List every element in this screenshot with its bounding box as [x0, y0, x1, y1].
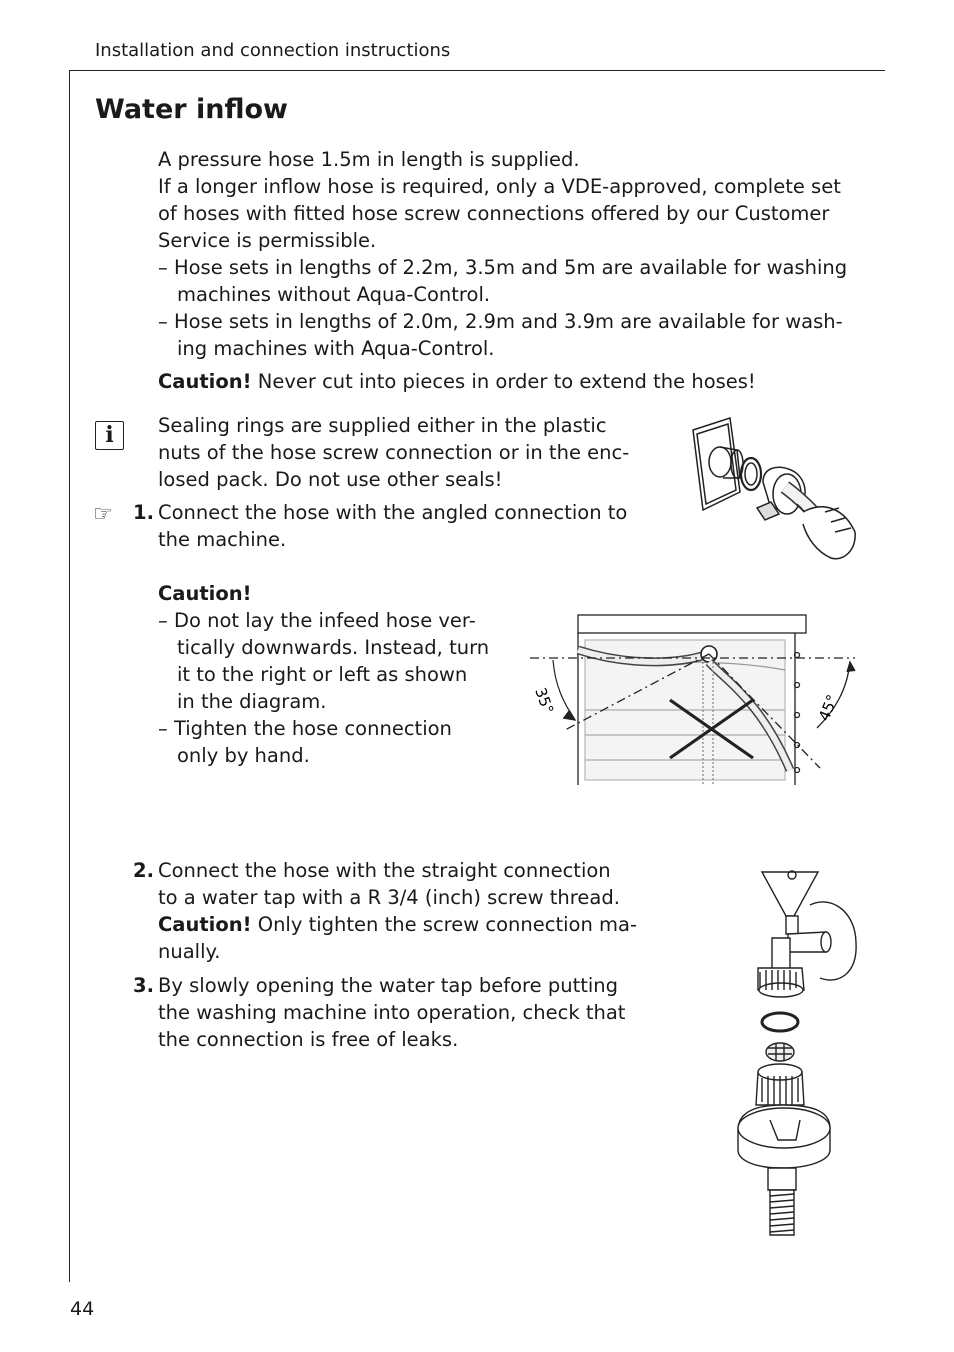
pointing-hand-icon: ☞ — [93, 502, 113, 527]
step-line: nually. — [158, 940, 221, 963]
step-line: the washing machine into operation, check that — [158, 1001, 626, 1024]
caution-label: Caution! — [158, 582, 252, 605]
caution-line: only by hand. — [177, 744, 310, 767]
bullet-line: – Hose sets in lengths of 2.0m, 2.9m and 3.9m are available for wash- — [158, 310, 843, 333]
margin-rule — [69, 70, 70, 1282]
hose-angle-diagram — [525, 610, 865, 790]
header-rule — [70, 70, 885, 71]
info-line: Sealing rings are supplied either in the plastic — [158, 414, 607, 437]
step-number: 3. — [133, 974, 154, 997]
intro-line: If a longer inflow hose is required, only a VDE-approved, complete set — [158, 175, 841, 198]
caution-line: – Do not lay the infeed hose ver- — [158, 609, 476, 632]
step-line: Connect the hose with the angled connection to — [158, 501, 628, 524]
caution-line: in the diagram. — [177, 690, 327, 713]
angle-label-right: 45° — [815, 692, 842, 724]
step-line: Connect the hose with the straight connection — [158, 859, 611, 882]
intro-line: A pressure hose 1.5m in length is supplied. — [158, 148, 580, 171]
intro-line: Service is permissible. — [158, 229, 377, 252]
section-title: Water inflow — [95, 94, 288, 125]
caution-text: Only tighten the screw connection ma- — [251, 913, 638, 936]
caution-line: it to the right or left as shown — [177, 663, 468, 686]
step-line: By slowly opening the water tap before putting — [158, 974, 619, 997]
page-header: Installation and connection instructions — [95, 40, 451, 61]
caution-label: Caution! — [158, 370, 252, 393]
info-line: losed pack. Do not use other seals! — [158, 468, 503, 491]
bullet-line: – Hose sets in lengths of 2.2m, 3.5m and 5m are available for washing — [158, 256, 848, 279]
step-number: 1. — [133, 501, 154, 524]
step-line: to a water tap with a R 3/4 (inch) screw thread. — [158, 886, 620, 909]
caution-note — [158, 369, 756, 396]
bullet-line: machines without Aqua-Control. — [177, 283, 491, 306]
info-icon: i — [95, 421, 124, 450]
page-number: 44 — [70, 1298, 95, 1320]
step-line: the machine. — [158, 528, 287, 551]
info-line: nuts of the hose screw connection or in the enc- — [158, 441, 630, 464]
step-number: 2. — [133, 859, 154, 882]
caution-label: Caution! — [158, 913, 252, 936]
step-line: the connection is free of leaks. — [158, 1028, 459, 1051]
water-tap-illustration — [730, 860, 870, 1245]
caution-line: tically downwards. Instead, turn — [177, 636, 490, 659]
angle-label-left: 35° — [531, 685, 558, 717]
caution-line: – Tighten the hose connection — [158, 717, 452, 740]
hose-connection-illustration — [685, 412, 860, 572]
bullet-line: ing machines with Aqua-Control. — [177, 337, 495, 360]
caution-text: Never cut into pieces in order to extend the hoses! — [251, 370, 756, 393]
step-line — [158, 912, 637, 939]
intro-line: of hoses with fitted hose screw connections offered by our Customer — [158, 202, 830, 225]
